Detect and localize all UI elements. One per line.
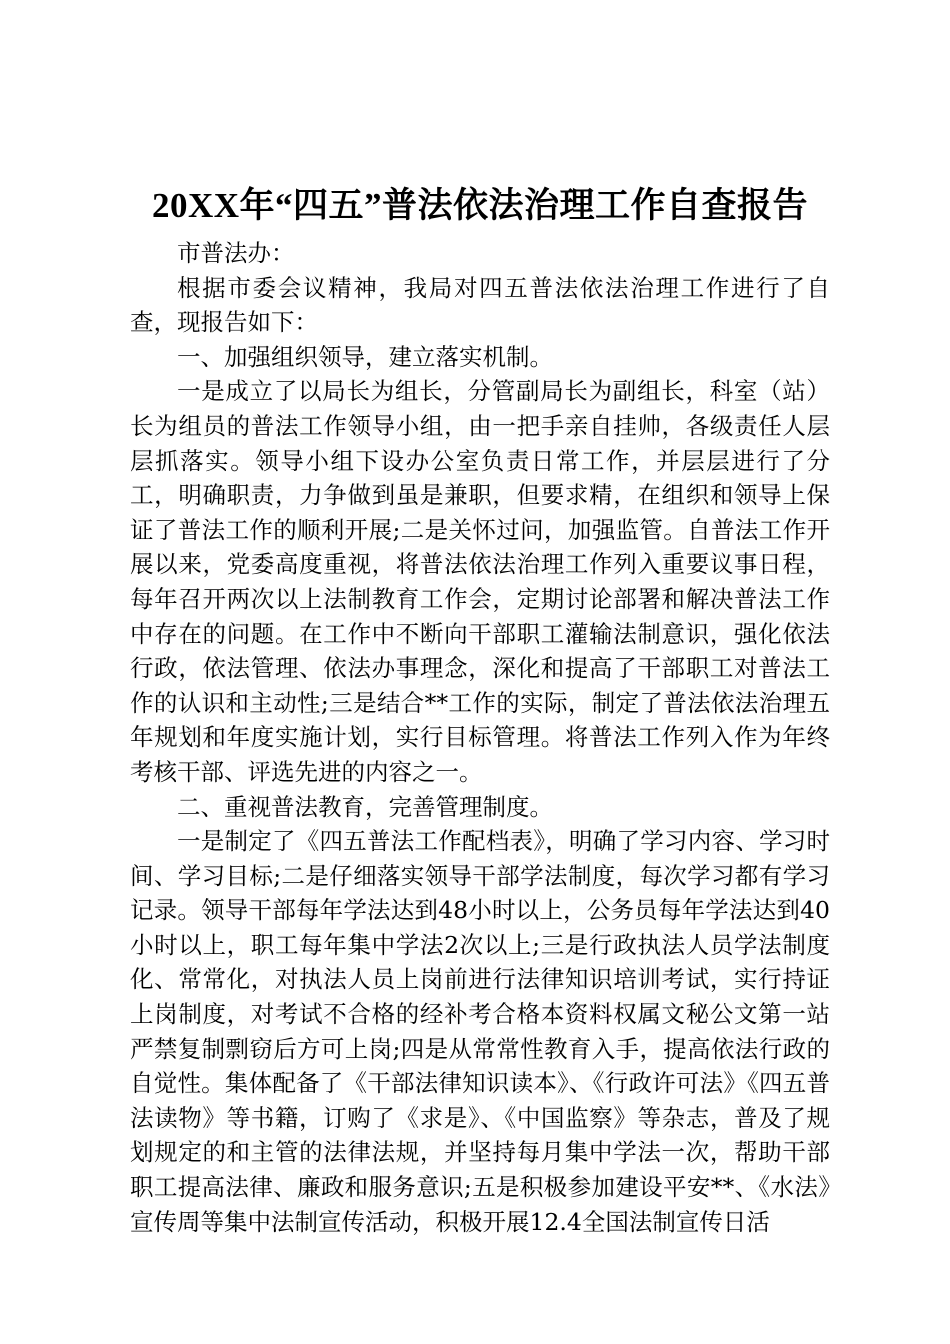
section-heading-1: 一、加强组织领导，建立落实机制。 [177,342,553,371]
body-paragraph-2: 一是制定了《四五普法工作配档表》，明确了学习内容、学习时间、学习目标;二是仔细落实领导干部学法制度，每次学习都有学习记录。领导干部每年学法达到48小时以上，公务员每年学法达到40小时以上，职工每年集中学法2次以上;三是行政执法人员学法制度化、常常化，对执法人员上岗前进行法律知识培训考试，实行持证上岗制度，对考试不合格的经补考合格本资料权属文秘公文第一站严禁复制剽窃后方可上岗;四是从常常性教育入手，提高依法行政的自觉性。集体配备了《干部法律知识读本》、《行政许可法》《四五普法读物》等书籍，订购了《求是》、《中国监察》等杂志，普及了规划规定的和主管的法律法规，并坚持每月集中学法一次，帮助干部职工提高法律、廉政和服务意识;五是积极参加建设平安**、《水法》宣传周等集中法制宣传活动，积极开展12.4全国法制宣传日活 [130,827,830,1236]
section-heading-2: 二、重视普法教育，完善管理制度。 [177,792,553,821]
document-title: 20XX年“四五”普法依法治理工作自查报告 [151,186,809,225]
salutation: 市普法办： [177,239,295,267]
document-body [130,178,830,1239]
body-paragraph-1: 一是成立了以局长为组长，分管副局长为副组长，科室（站）长为组员的普法工作领导小组，由一把手亲自挂帅，各级责任人层层抓落实。领导小组下设办公室负责日常工作，并层层进行了分工，明确职责，力争做到虽是兼职，但要求精，在组织和领导上保证了普法工作的顺利开展;二是关怀过问，加强监管。自普法工作开展以来，党委高度重视，将普法依法治理工作列入重要议事日程，每年召开两次以上法制教育工作会，定期讨论部署和解决普法工作中存在的问题。在工作中不断向干部职工灌输法制意识，强化依法行政，依法管理、依法办事理念，深化和提高了干部职工对普法工作的认识和主动性;三是结合**工作的实际，制定了普法依法治理五年规划和年度实施计划，实行目标管理。将普法工作列入作为年终考核干部、评选先进的内容之一。 [130,377,830,786]
intro-paragraph: 根据市委会议精神，我局对四五普法依法治理工作进行了自查，现报告如下： [130,273,830,337]
